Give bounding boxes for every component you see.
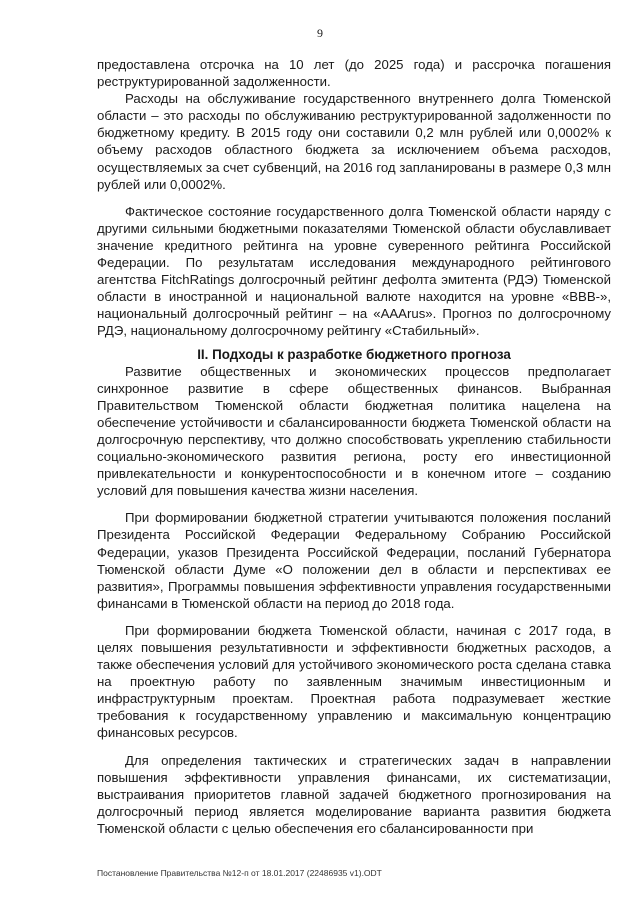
paragraph-debt-service-costs: Расходы на обслуживание государственного внутреннего долга Тюменской области – это расходы по обслуживанию реструктурированной задолженности по бюджетному кредиту. В 2015 году они составили 0,2 млн рублей или 0,0002% к объему расходов областного бюджета за исключением объема расходов, осуществляемых за счет субвенций, на 2016 год запланированы в размере 0,3 млн рублей или 0,0002%. [97, 91, 611, 192]
document-body [97, 56, 611, 837]
page-number: 9 [317, 26, 323, 40]
section-heading: II. Подходы к разработке бюджетного прогноза [197, 346, 511, 362]
paragraph-tactical-tasks: Для определения тактических и стратегических задач в направлении повышения эффективности управления финансами, их систематизации, выстраивания приоритетов главной задачей бюджетного прогнозирования на долгосрочный период является моделирование варианта развития бюджета Тюменской области с целью обеспечения его сбалансированности при [97, 752, 611, 836]
footer-document-reference: Постановление Правительства №12-п от 18.01.2017 (22486935 v1).ODT [97, 868, 382, 878]
paragraph-credit-rating: Фактическое состояние государственного долга Тюменской области наряду с другими сильными бюджетными показателями Тюменской области обуславливает значение кредитного рейтинга на уровне суверенного рейтинга Российской Федерации. По результатам исследования международного рейтингового агентства FitchRatings долгосрочный рейтинг дефолта эмитента (РДЭ) Тюменской области в иностранной и национальной валюте находится на уровне «ВВВ-», национальный долгосрочный рейтинг – на «AAArus». Прогноз по долгосрочному РДЭ, национальному долгосрочному рейтингу «Стабильный». [97, 203, 611, 339]
paragraph-development: Развитие общественных и экономических процессов предполагает синхронное развитие в сфере общественных финансов. Выбранная Правительством Тюменской области бюджетная политика нацелена на обеспечение устойчивости и сбалансированности бюджета Тюменской области на долгосрочную перспективу, что должно способствовать укреплению стабильности социально-экономического развития региона, росту его инвестиционной привлекательности и конкурентоспособности и в конечном итоге – созданию условий для повышения качества жизни населения. [97, 363, 611, 499]
paragraph-project-work: При формировании бюджета Тюменской области, начиная с 2017 года, в целях повышения результативности и эффективности бюджетных расходов, а также обеспечения условий для устойчивого экономического роста сделана ставка на проектную работу по заявленным значимым инвестиционным и инфраструктурным проектам. Проектная работа подразумевает жесткие требования к государственному управлению и максимальную концентрацию финансовых ресурсов. [97, 622, 611, 741]
paragraph-continuation: предоставлена отсрочка на 10 лет (до 2025 года) и рассрочка погашения реструктурированной задолженности. [97, 57, 611, 90]
paragraph-strategy-provisions: При формировании бюджетной стратегии учитываются положения посланий Президента Российской Федерации Федеральному Собранию Российской Федерации, указов Президента Российской Федерации, посланий Губернатора Тюменской области Думе «О положении дел в области и перспективах ее развития», Программы повышения эффективности управления государственными финансами в Тюменской области на период до 2018 года. [97, 510, 611, 611]
